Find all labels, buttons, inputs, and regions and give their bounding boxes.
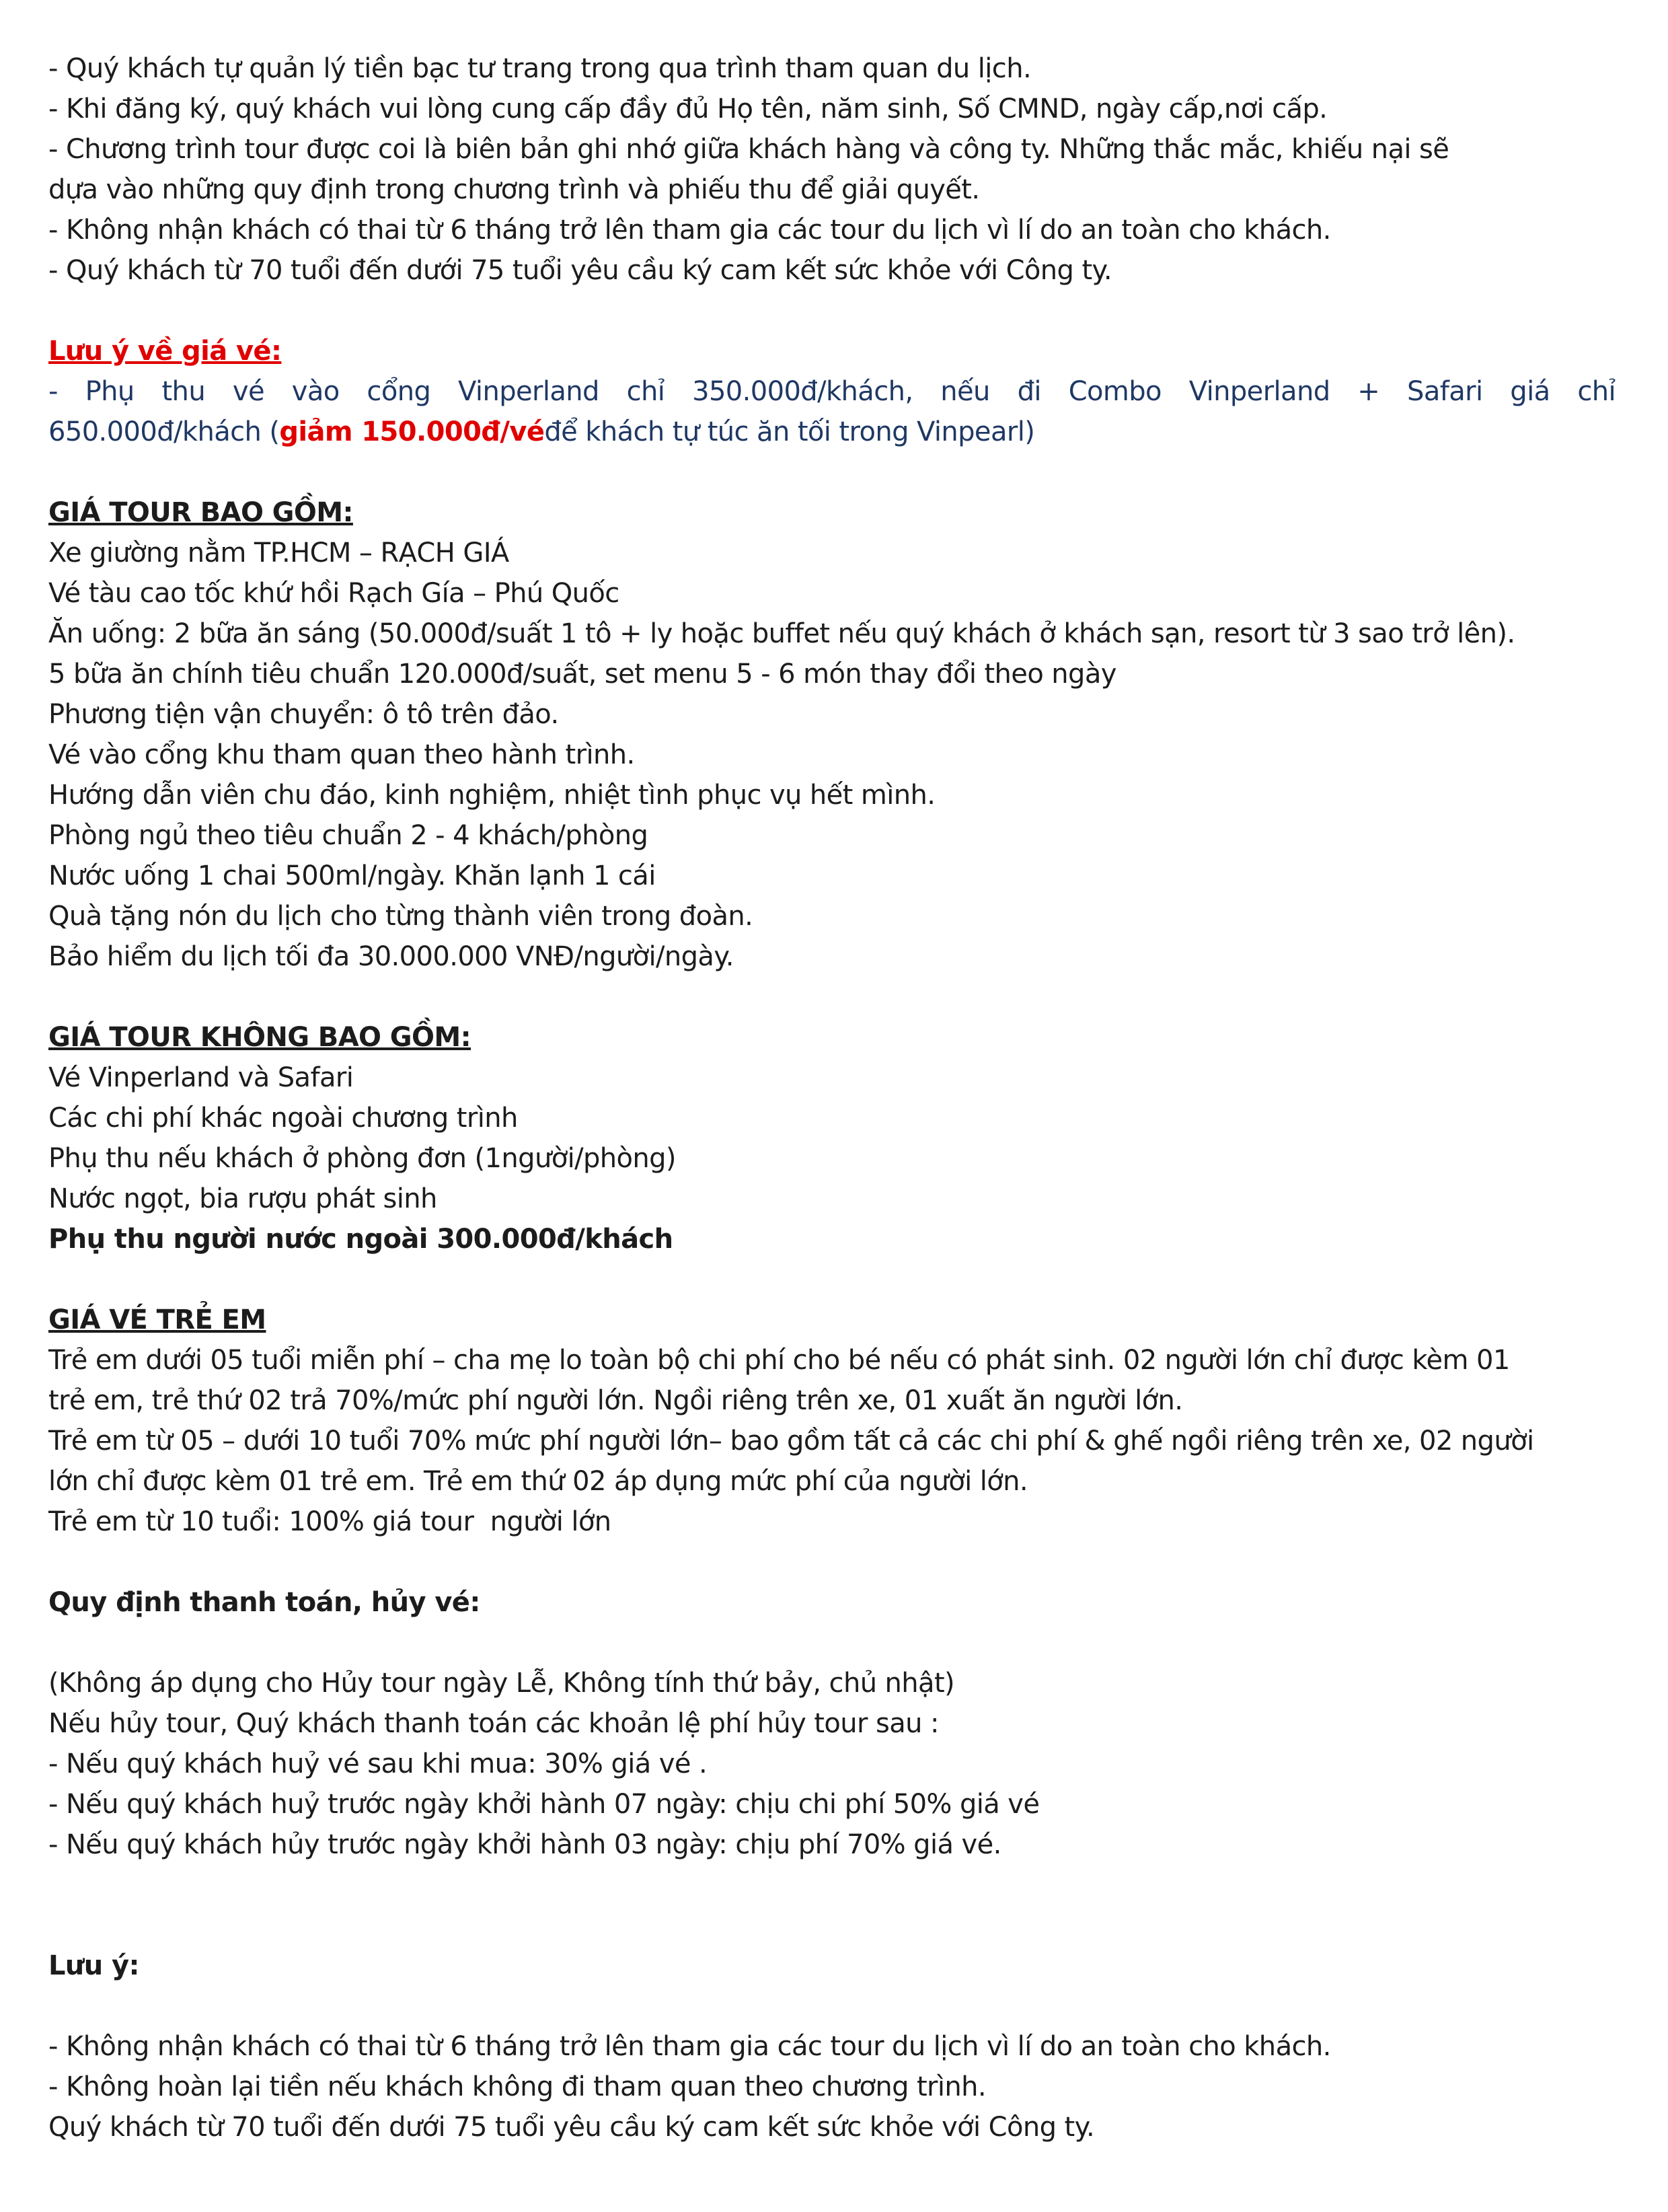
document-page	[48, 48, 1616, 2147]
intro-line: - Khi đăng ký, quý khách vui lòng cung cấp đầy đủ Họ tên, năm sinh, Số CMND, ngày cấp,nơi cấp.	[48, 94, 1328, 124]
includes-heading: GIÁ TOUR BAO GỒM:	[48, 497, 353, 528]
includes-item: Hướng dẫn viên chu đáo, kinh nghiệm, nhiệt tình phục vụ hết mình.	[48, 780, 936, 811]
includes-item: Vé tàu cao tốc khứ hồi Rạch Gía – Phú Quốc	[48, 578, 619, 609]
payment-heading: Quy định thanh toán, hủy vé:	[48, 1587, 480, 1618]
intro-section	[48, 48, 1616, 291]
discount-highlight: giảm 150.000đ/vé	[279, 416, 545, 447]
excludes-item: Các chi phí khác ngoài chương trình	[48, 1103, 518, 1134]
excludes-item-bold: Phụ thu người nước ngoài 300.000đ/khách	[48, 1224, 673, 1255]
excludes-heading: GIÁ TOUR KHÔNG BAO GỒM:	[48, 1022, 471, 1053]
intro-line: - Quý khách tự quản lý tiền bạc tư trang trong qua trình tham quan du lịch.	[48, 53, 1032, 84]
ticket-note-heading: Lưu ý về giá vé:	[48, 336, 282, 367]
payment-section	[48, 1582, 1616, 1865]
excludes-item: Vé Vinperland và Safari	[48, 1062, 354, 1093]
ticket-note-text: 650.000đ/khách (	[48, 416, 280, 447]
intro-line: dựa vào những quy định trong chương trình và phiếu thu để giải quyết.	[48, 174, 980, 205]
includes-item: Phòng ngủ theo tiêu chuẩn 2 - 4 khách/phòng	[48, 820, 648, 851]
excludes-item: Nước ngọt, bia rượu phát sinh	[48, 1183, 437, 1214]
includes-item: Nước uống 1 chai 500ml/ngày. Khăn lạnh 1 cái	[48, 860, 656, 891]
notes-heading: Lưu ý:	[48, 1950, 139, 1981]
notes-section	[48, 1946, 1616, 2147]
includes-item: Xe giường nằm TP.HCM – RẠCH GIÁ	[48, 538, 509, 568]
notes-line: - Không nhận khách có thai từ 6 tháng trở lên tham gia các tour du lịch vì lí do an toàn cho khách.	[48, 2031, 1331, 2062]
includes-item: Ăn uống: 2 bữa ăn sáng (50.000đ/suất 1 tô + ly hoặc buffet nếu quý khách ở khách sạn, resort từ 3 sao trở lên).	[48, 618, 1515, 649]
ticket-note-section	[48, 331, 1616, 452]
includes-item: Quà tặng nón du lịch cho từng thành viên trong đoàn.	[48, 901, 753, 932]
includes-section	[48, 492, 1616, 977]
includes-item: Bảo hiểm du lịch tối đa 30.000.000 VNĐ/người/ngày.	[48, 941, 734, 972]
includes-item: Phương tiện vận chuyển: ô tô trên đảo.	[48, 699, 559, 730]
ticket-note-text: để khách tự túc ăn tối trong Vinpearl)	[544, 416, 1035, 447]
excludes-item: Phụ thu nếu khách ở phòng đơn (1người/phòng)	[48, 1143, 676, 1174]
children-line: Trẻ em dưới 05 tuổi miễn phí – cha mẹ lo toàn bộ chi phí cho bé nếu có phát sinh. 02 người lớn chỉ được kèm 01	[48, 1345, 1510, 1376]
includes-item: Vé vào cổng khu tham quan theo hành trình.	[48, 739, 635, 770]
children-section	[48, 1300, 1616, 1542]
payment-line: Nếu hủy tour, Quý khách thanh toán các khoản lệ phí hủy tour sau :	[48, 1708, 939, 1739]
excludes-section	[48, 1017, 1616, 1259]
notes-line: - Không hoàn lại tiền nếu khách không đi tham quan theo chương trình.	[48, 2071, 987, 2102]
children-line: Trẻ em từ 10 tuổi: 100% giá tour người lớn	[48, 1506, 611, 1537]
intro-line: - Không nhận khách có thai từ 6 tháng trở lên tham gia các tour du lịch vì lí do an toàn cho khách.	[48, 215, 1331, 246]
children-line: trẻ em, trẻ thứ 02 trả 70%/mức phí người lớn. Ngồi riêng trên xe, 01 xuất ăn người lớn.	[48, 1385, 1183, 1416]
notes-line: Quý khách từ 70 tuổi đến dưới 75 tuổi yêu cầu ký cam kết sức khỏe với Công ty.	[48, 2112, 1095, 2143]
payment-line: - Nếu quý khách huỷ vé sau khi mua: 30% giá vé .	[48, 1748, 708, 1779]
children-heading: GIÁ VÉ TRẺ EM	[48, 1304, 266, 1335]
intro-line: - Chương trình tour được coi là biên bản ghi nhớ giữa khách hàng và công ty. Những thắc mắc, khiếu nại sẽ	[48, 134, 1449, 165]
ticket-note-line	[48, 412, 1616, 452]
payment-line: (Không áp dụng cho Hủy tour ngày Lễ, Không tính thứ bảy, chủ nhật)	[48, 1668, 955, 1699]
intro-line: - Quý khách từ 70 tuổi đến dưới 75 tuổi yêu cầu ký cam kết sức khỏe với Công ty.	[48, 255, 1112, 286]
includes-item: 5 bữa ăn chính tiêu chuẩn 120.000đ/suất, set menu 5 - 6 món thay đổi theo ngày	[48, 659, 1116, 690]
children-line: lớn chỉ được kèm 01 trẻ em. Trẻ em thứ 02 áp dụng mức phí của người lớn.	[48, 1466, 1028, 1497]
ticket-note-line: - Phụ thu vé vào cổng Vinperland chỉ 350.000đ/khách, nếu đi Combo Vinperland + Safari giá chỉ	[48, 376, 1616, 407]
children-line: Trẻ em từ 05 – dưới 10 tuổi 70% mức phí người lớn– bao gồm tất cả các chi phí & ghế ngồi riêng trên xe, 02 người	[48, 1426, 1534, 1457]
payment-line: - Nếu quý khách huỷ trước ngày khởi hành 07 ngày: chịu chi phí 50% giá vé	[48, 1789, 1040, 1820]
payment-line: - Nếu quý khách hủy trước ngày khởi hành 03 ngày: chịu phí 70% giá vé.	[48, 1829, 1001, 1860]
